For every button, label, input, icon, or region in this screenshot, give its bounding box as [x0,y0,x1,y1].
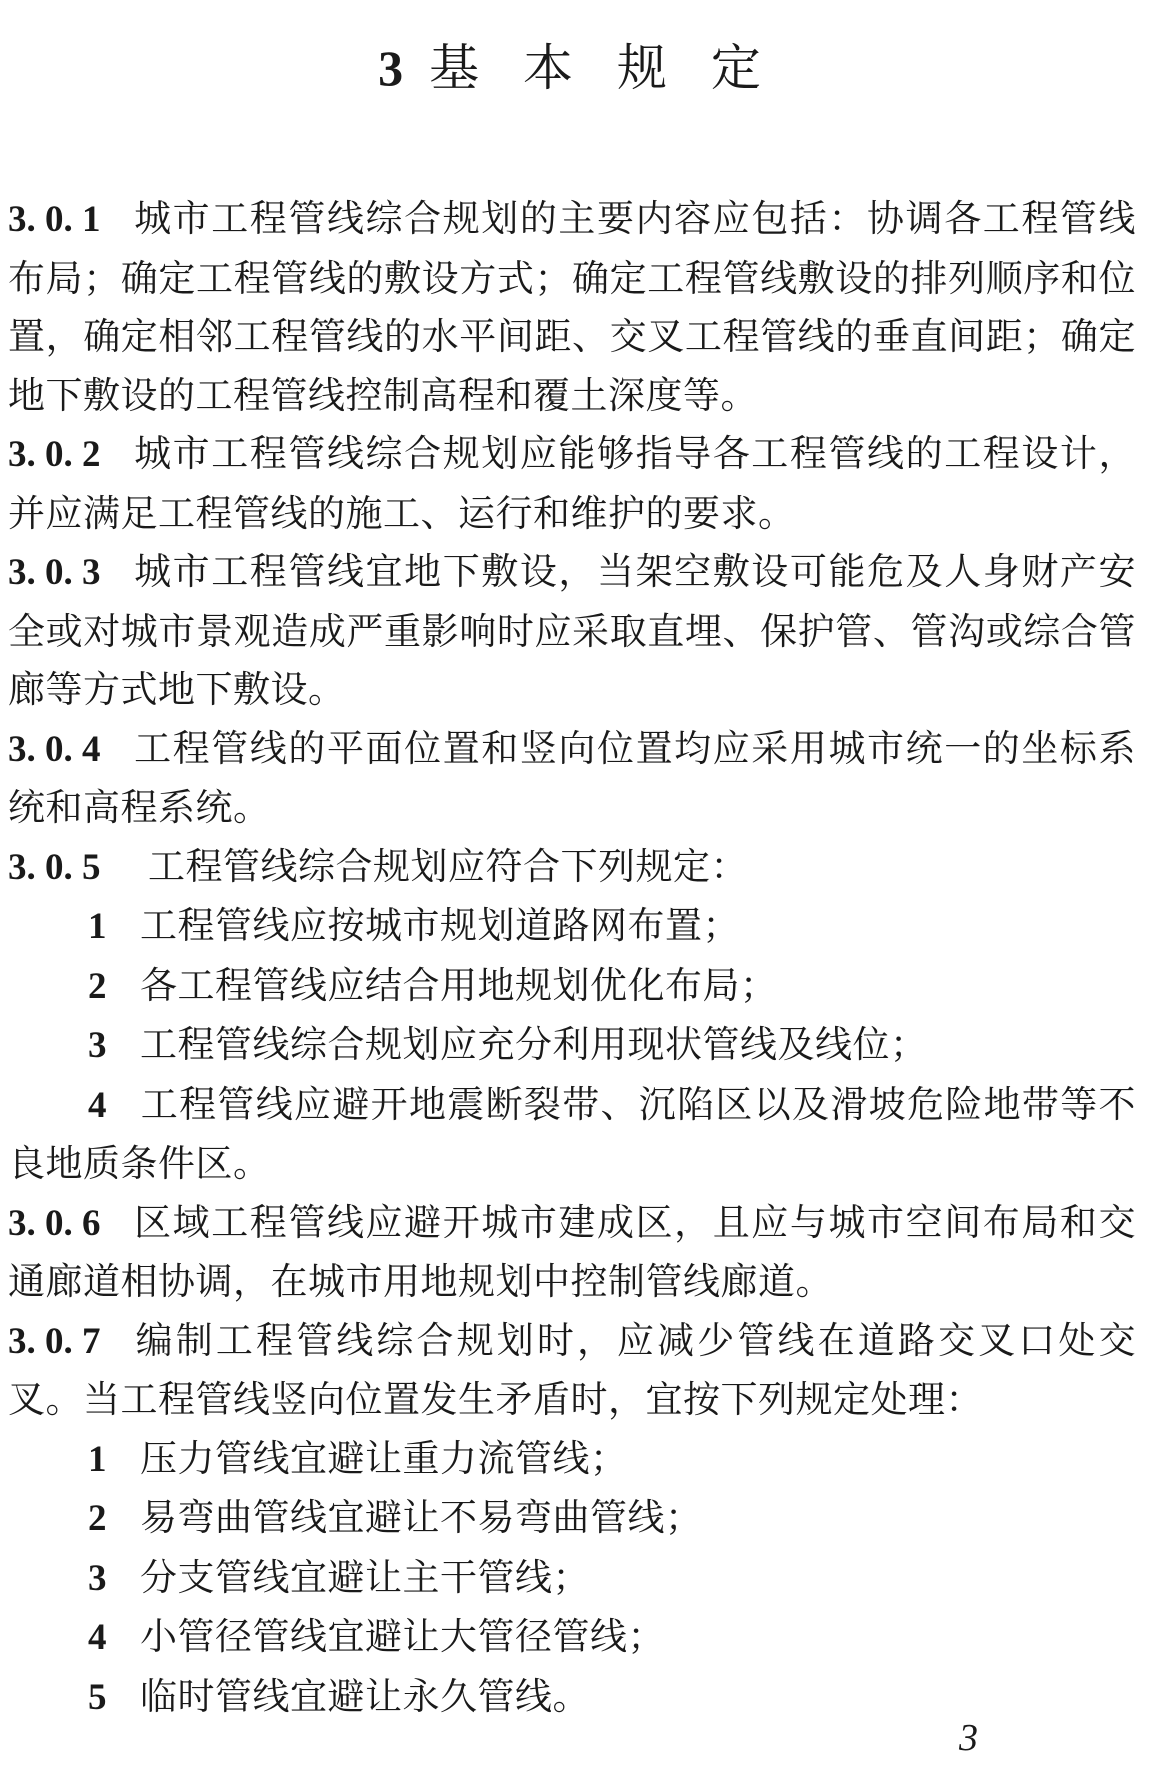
list-item [8,1076,1136,1194]
item-text: 压力管线宜避让重力流管线； [140,1436,628,1480]
item-number: 4 [88,1084,107,1126]
clause-3-0-1 [8,190,1136,425]
list-item [8,957,1136,1017]
item-text: 易弯曲管线宜避让不易弯曲管线； [140,1496,703,1539]
item-text: 临时管线宜避让永久管线。 [140,1674,590,1718]
clause-text: 工程管线综合规划应符合下列规定： [148,844,748,888]
clause-text: 区域工程管线应避开城市建成区，且应与城市空间布局和交通廊道相协调，在城市用地规划中控制管线廊道。 [8,1200,1136,1303]
clause-text: 城市工程管线综合规划应能够指导各工程管线的工程设计，并应满足工程管线的施工、运行和维护的要求。 [8,432,1136,535]
clause-number: 3. 0. 6 [8,1202,101,1244]
item-number: 1 [88,906,107,947]
list-item [8,1608,1136,1668]
item-number: 2 [88,965,107,1007]
clause-number: 3. 0. 2 [8,434,101,475]
list-item [8,1489,1136,1549]
clause-3-0-5 [8,838,1136,898]
clause-text: 工程管线的平面位置和竖向位置均应采用城市统一的坐标系统和高程系统。 [8,726,1136,829]
item-number: 1 [88,1438,107,1480]
clause-3-0-7 [8,1312,1136,1430]
clause-number: 3. 0. 7 [8,1320,101,1362]
clause-number: 3. 0. 3 [8,552,101,593]
page-number: 3 [959,1717,978,1759]
chapter-number: 3 [378,40,404,96]
item-number: 3 [88,1557,107,1599]
list-item [8,1430,1136,1490]
clause-3-0-3 [8,543,1136,720]
item-text: 分支管线宜避让主干管线； [140,1555,590,1599]
item-text: 工程管线应按城市规划道路网布置； [140,904,740,947]
clause-text: 编制工程管线综合规划时，应减少管线在道路交叉口处交叉。当工程管线竖向位置发生矛盾时，宜按下列规定处理： [8,1318,1136,1421]
chapter-title [0,38,1153,98]
list-item [8,1016,1136,1076]
clause-3-0-4 [8,720,1136,838]
item-text: 工程管线应避开地震断裂带、沉陷区以及滑坡危险地带等不良地质条件区。 [8,1082,1136,1185]
item-number: 2 [88,1498,107,1539]
item-number: 5 [88,1676,107,1718]
item-text: 各工程管线应结合用地规划优化布局； [140,963,778,1007]
clause-number: 3. 0. 1 [8,199,101,240]
clause-text: 城市工程管线宜地下敷设，当架空敷设可能危及人身财产安全或对城市景观造成严重影响时应采取直埋、保护管、管沟或综合管廊等方式地下敷设。 [8,550,1136,711]
clause-3-0-6 [8,1194,1136,1312]
list-item [8,897,1136,957]
item-text: 工程管线综合规划应充分利用现状管线及线位； [140,1023,928,1066]
clause-number: 3. 0. 5 [8,846,101,888]
list-item [8,1549,1136,1609]
item-number: 3 [88,1025,107,1066]
clause-text: 城市工程管线综合规划的主要内容应包括：协调各工程管线布局；确定工程管线的敷设方式；确定工程管线敷设的排列顺序和位置，确定相邻工程管线的水平间距、交叉工程管线的垂直间距；确定地下敷设的工程管线控制高程和覆土深度等。 [8,197,1136,417]
clause-number: 3. 0. 4 [8,728,101,770]
item-number: 4 [88,1617,107,1658]
chapter-title-text: 基 本 规 定 [429,39,775,97]
document-body [8,190,1136,1727]
item-text: 小管径管线宜避让大管径管线； [140,1615,665,1658]
clause-3-0-2 [8,425,1136,543]
